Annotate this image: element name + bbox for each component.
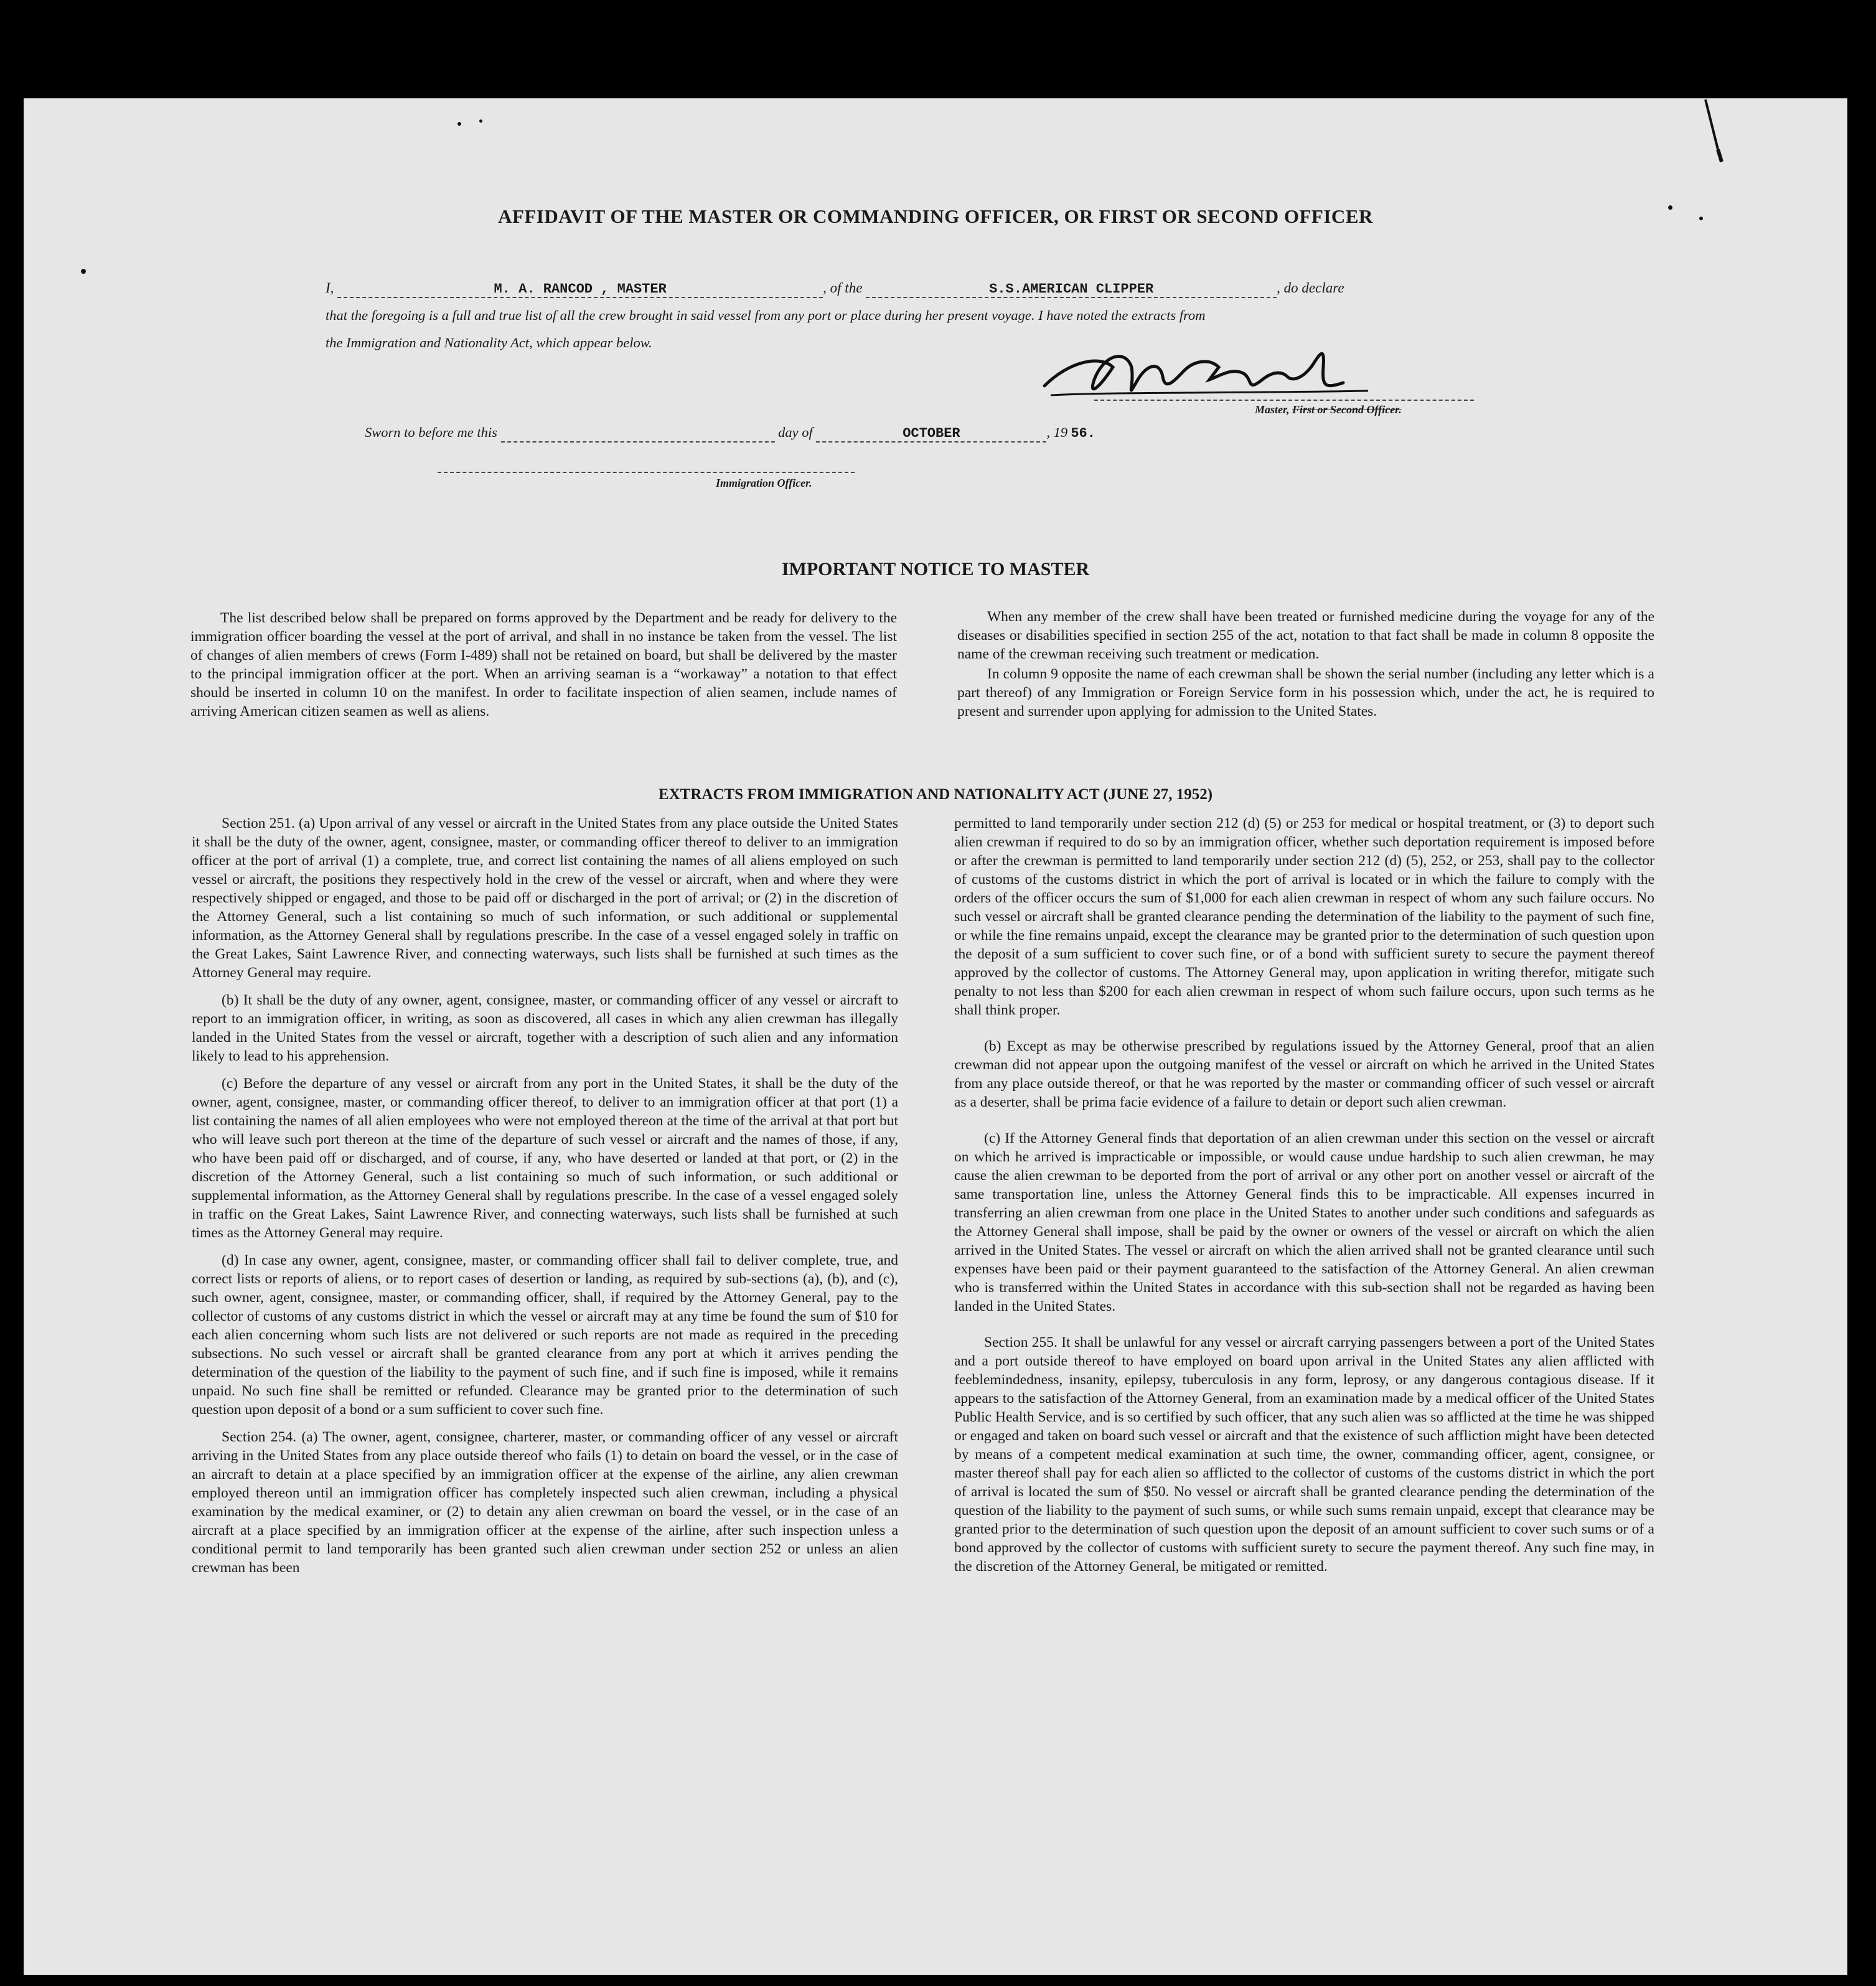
- extract-right-paragraph: Section 255. It shall be unlawful for any vessel or aircraft carrying passengers between a port of the United States and a port outside thereof to have employed on board upon arrival in the United States any alien afflicted with feeblemindedness, insanity, epilepsy, tuberculosis in any form, leprosy, or any dangerous contagious disease. If it appears to the satisfaction of the Attorney General, from an examination made by a medical officer of the United States Public Health Service, and is so certified by such officer, that any such alien was so afflicted at the time he was shipped or engaged and taken on board such vessel or aircraft and that the existence of such affliction might have been detected by means of a competent medical examination at such time, the owner, commanding officer, agent, consignee, or master thereof shall pay for each alien so afflicted to the collector of customs of the customs district in which the port of arrival is located the sum of $50. No vessel or aircraft shall be granted clearance pending the determination of the question of the liability to the payment of such sums, or while such sums remain unpaid, except that clearance may be granted prior to the determination of such question upon the deposit of an amount sufficient to cover such sums or of a bond approved by the collector of customs with sufficient surety to secure the payment thereof. Any such fine may, in the discretion of the Attorney General, be mitigated or remitted.: [954, 1334, 1654, 1575]
- day-of-label: day of: [778, 424, 813, 440]
- extracts-left-column: [192, 814, 898, 1586]
- extract-left-paragraph: (c) Before the departure of any vessel or aircraft from any port in the United States, it shall be the duty of the owner, agent, consignee, master, or commanding officer thereof, to deliver to an immigration officer at that port (1) a list containing the names of all alien employees who were not employed thereon at the time of the arrival at that port but who will leave such port thereon at the time of the departure of such vessel or aircraft and the names of those, if any, who have been paid off or discharged, and of course, if any, who have deserted or landed at that port, or (2) in the discretion of the Attorney General, such a list containing so much of such information, or such additional or supplemental information, as the Attorney General shall by regulations prescribe. In the case of a vessel engaged solely in traffic on the Great Lakes, Saint Lawrence River, and connecting waterways, such lists shall be furnished at such times as the Attorney General may require.: [192, 1075, 898, 1241]
- extract-right-paragraph: (b) Except as may be otherwise prescribed by regulations issued by the Attorney General, proof that an alien crewman did not appear upon the outgoing manifest of the vessel or aircraft on which he arrived in the United States from any place outside thereof, or that he was reported by the master or commanding officer of such vessel or aircraft as a deserter, shall be prima facie evidence of a failure to detain or deport such alien crewman.: [954, 1038, 1654, 1110]
- notice-left-column: [190, 609, 897, 729]
- scan-speck: [81, 269, 86, 274]
- signer-title: Master, First or Second Officer.: [1255, 403, 1402, 416]
- vessel-name-field[interactable]: S.S.AMERICAN CLIPPER: [866, 281, 1277, 298]
- immigration-officer-line: [438, 472, 855, 473]
- signature-line: [1094, 400, 1474, 401]
- extract-left-paragraph: (b) It shall be the duty of any owner, agent, consignee, master, or commanding officer of any vessel or aircraft to report to an immigration officer, in writing, as soon as discovered, all cases in which any alien crewman has illegally landed in the United States from the vessel or aircraft, together with a description of such alien and any information likely to lead to his apprehension.: [192, 992, 898, 1064]
- do-declare-label: , do declare: [1277, 280, 1344, 296]
- scan-speck: [479, 119, 482, 123]
- notice-right-column: [957, 607, 1654, 722]
- sworn-line: [365, 424, 1298, 443]
- sworn-day-field[interactable]: [501, 426, 775, 443]
- statement-line-2: the Immigration and Nationality Act, which appear below.: [326, 335, 652, 350]
- notice-right-paragraph-2: In column 9 opposite the name of each crewman shall be shown the serial number (including any letter which is a part thereof) of any Immigration or Foreign Service form in his possession which, under the act, he is required to present and surrender upon applying for admission to the United States.: [957, 666, 1654, 719]
- declaration-line: [326, 280, 1496, 302]
- extracts-right-column: [954, 814, 1654, 1585]
- extract-left-paragraph: Section 254. (a) The owner, agent, consignee, charterer, master, or commanding officer of any vessel or aircraft arriving in the United States from any place outside thereof who fails (1) to detain on board the vessel, or in the case of an aircraft to detain at a place specified by an immigration officer at the expense of the airline, any alien crewman employed thereon until an immigration officer has completely inspected such alien crewman, including a physical examination by the medical examiner, or (2) to detain any alien crewman on board the vessel, or in the case of an aircraft at a place specified by an immigration officer at the expense of the airline, after such inspection unless a conditional permit to land temporarily has been granted such alien crewman under section 252 or unless an alien crewman has been: [192, 1429, 898, 1576]
- immigration-officer-label: Immigration Officer.: [716, 477, 812, 489]
- struck-officer-title: First or Second Officer.: [1292, 403, 1402, 416]
- extract-left-paragraph: Section 251. (a) Upon arrival of any vessel or aircraft in the United States from any place outside the United States it shall be the duty of the owner, agent, consignee, master, or commanding officer thereof to deliver to an immigration officer at the port of arrival (1) a complete, true, and correct list containing the names of all aliens employed on such vessel or aircraft, the positions they respectively hold in the crew of the vessel or aircraft, when and where they were respectively shipped or engaged, and those to be paid off or discharged in the port of arrival; or (2) in the discretion of the Attorney General, such a list containing so much of such information, or such additional or supplemental information, as the Attorney General shall by regulations prescribe. In the case of a vessel engaged solely in traffic on the Great Lakes, Saint Lawrence River, and connecting waterways, such lists shall be furnished at such times as the Attorney General may require.: [192, 815, 898, 981]
- sworn-label: Sworn to before me this: [365, 424, 497, 440]
- affidavit-title: AFFIDAVIT OF THE MASTER OR COMMANDING OFFICER, OR FIRST OR SECOND OFFICER: [498, 205, 1373, 227]
- i-label: I,: [326, 280, 334, 296]
- statement-line-1: that the foregoing is a full and true list of all the crew brought in said vessel from any port or place during her present voyage. I have noted the extracts from: [326, 307, 1206, 323]
- extract-right-paragraph: (c) If the Attorney General finds that deportation of an alien crewman under this section on the vessel or aircraft on which he arrived is impracticable or impossible, or would cause undue hardship to such alien crewman, he may cause the alien crewman to be deported from the port of arrival or any other port on another vessel or aircraft of the same transportation line, unless the Attorney General finds this to be impracticable. All expenses incurred in transferring an alien crewman from one place in the United States to another under such conditions and safeguards as the Attorney General shall impose, shall be paid by the owner or owners of the vessel or aircraft on which the alien arrived in the United States. The vessel or aircraft on which the alien arrived shall not be granted clearance until such expenses have been paid or their payment guaranteed to the satisfaction of the Attorney General. An alien crewman who is transferred within the United States in accordance with this sub-section shall not be regarded as having been landed in the United States.: [954, 1130, 1654, 1314]
- document-sheet: [24, 98, 1847, 1975]
- notice-left-paragraph: The list described below shall be prepared on forms approved by the Department and be ready for delivery to the immigration officer boarding the vessel at the port of arrival, and shall in no instance be taken from the vessel. The list of changes of alien members of crews (Form I-489) shall not be retained on board, but shall be delivered by the master to the principal immigration officer at the port. When an arriving seaman is a “workaway” a notation to that effect should be inserted in column 10 on the manifest. In order to facilitate inspection of alien seamen, include names of arriving American citizen seamen as well as aliens.: [190, 610, 897, 719]
- sworn-month-field[interactable]: OCTOBER: [816, 426, 1046, 443]
- sworn-year-field[interactable]: 56.: [1071, 426, 1095, 441]
- notice-title: IMPORTANT NOTICE TO MASTER: [781, 559, 1090, 579]
- notice-right-paragraph-1: When any member of the crew shall have been treated or furnished medicine during the voyage for any of the diseases or disabilities specified in section 255 of the act, notation to that fact shall be made in column 8 opposite the name of the crewman receiving such treatment or medication.: [957, 609, 1654, 662]
- scan-speck: [457, 122, 461, 126]
- scan-speck: [1699, 217, 1703, 220]
- of-the-label: , of the: [823, 280, 863, 296]
- extract-right-paragraph: permitted to land temporarily under section 212 (d) (5) or 253 for medical or hospital treatment, or (3) to deport such alien crewman if required to do so by an immigration officer, whether such deportation requirement is imposed before or after the crewman is permitted to land temporarily under section 212 (d) (5), 252, or 253, shall pay to the collector of customs of the customs district in which the port of arrival is located or in which the failure to comply with the orders of the officer occurs the sum of $1,000 for each alien crewman in respect of whom any such failure occurs. No such vessel or aircraft shall be granted clearance pending the determination of the liability to the payment of such fine, or while the fine remains unpaid, except the clearance may be granted prior to the determination of such question upon the deposit of a sum sufficient to cover such fine, or of a bond with sufficient surety to secure the payment thereof approved by the collector of customs. The Attorney General may, upon application in writing therefor, mitigate such penalty to not less than $200 for each alien crewman in respect of whom such failure occurs, upon such terms as he shall think proper.: [954, 815, 1654, 1018]
- extract-left-paragraph: (d) In case any owner, agent, consignee, master, or commanding officer shall fail to deliver complete, true, and correct lists or reports of aliens, or to report cases of desertion or landing, as required by sub-sections (a), (b), and (c), such owner, agent, consignee, master, or commanding officer, shall, if required by the Attorney General, pay to the collector of customs of any customs district in which the vessel or aircraft may at any time be found the sum of $10 for each alien concerning whom such lists are not delivered or such reports are not made as required in the preceding subsections. No such vessel or aircraft shall be granted clearance from any port at which it arrives pending the determination of the question of the liability to the payment of such fine, and if such fine is imposed, while it remains unpaid. No such fine shall be remitted or refunded. Clearance may be granted prior to the determination of such question upon deposit of a bond or a sum sufficient to cover such fine.: [192, 1252, 898, 1418]
- year-prefix: , 19: [1046, 424, 1068, 440]
- scan-speck: [1668, 205, 1672, 210]
- extracts-title: EXTRACTS FROM IMMIGRATION AND NATIONALITY ACT (JUNE 27, 1952): [658, 786, 1213, 803]
- master-name-field[interactable]: M. A. RANCOD , MASTER: [337, 281, 823, 298]
- scan-corner-mark: [1681, 93, 1743, 168]
